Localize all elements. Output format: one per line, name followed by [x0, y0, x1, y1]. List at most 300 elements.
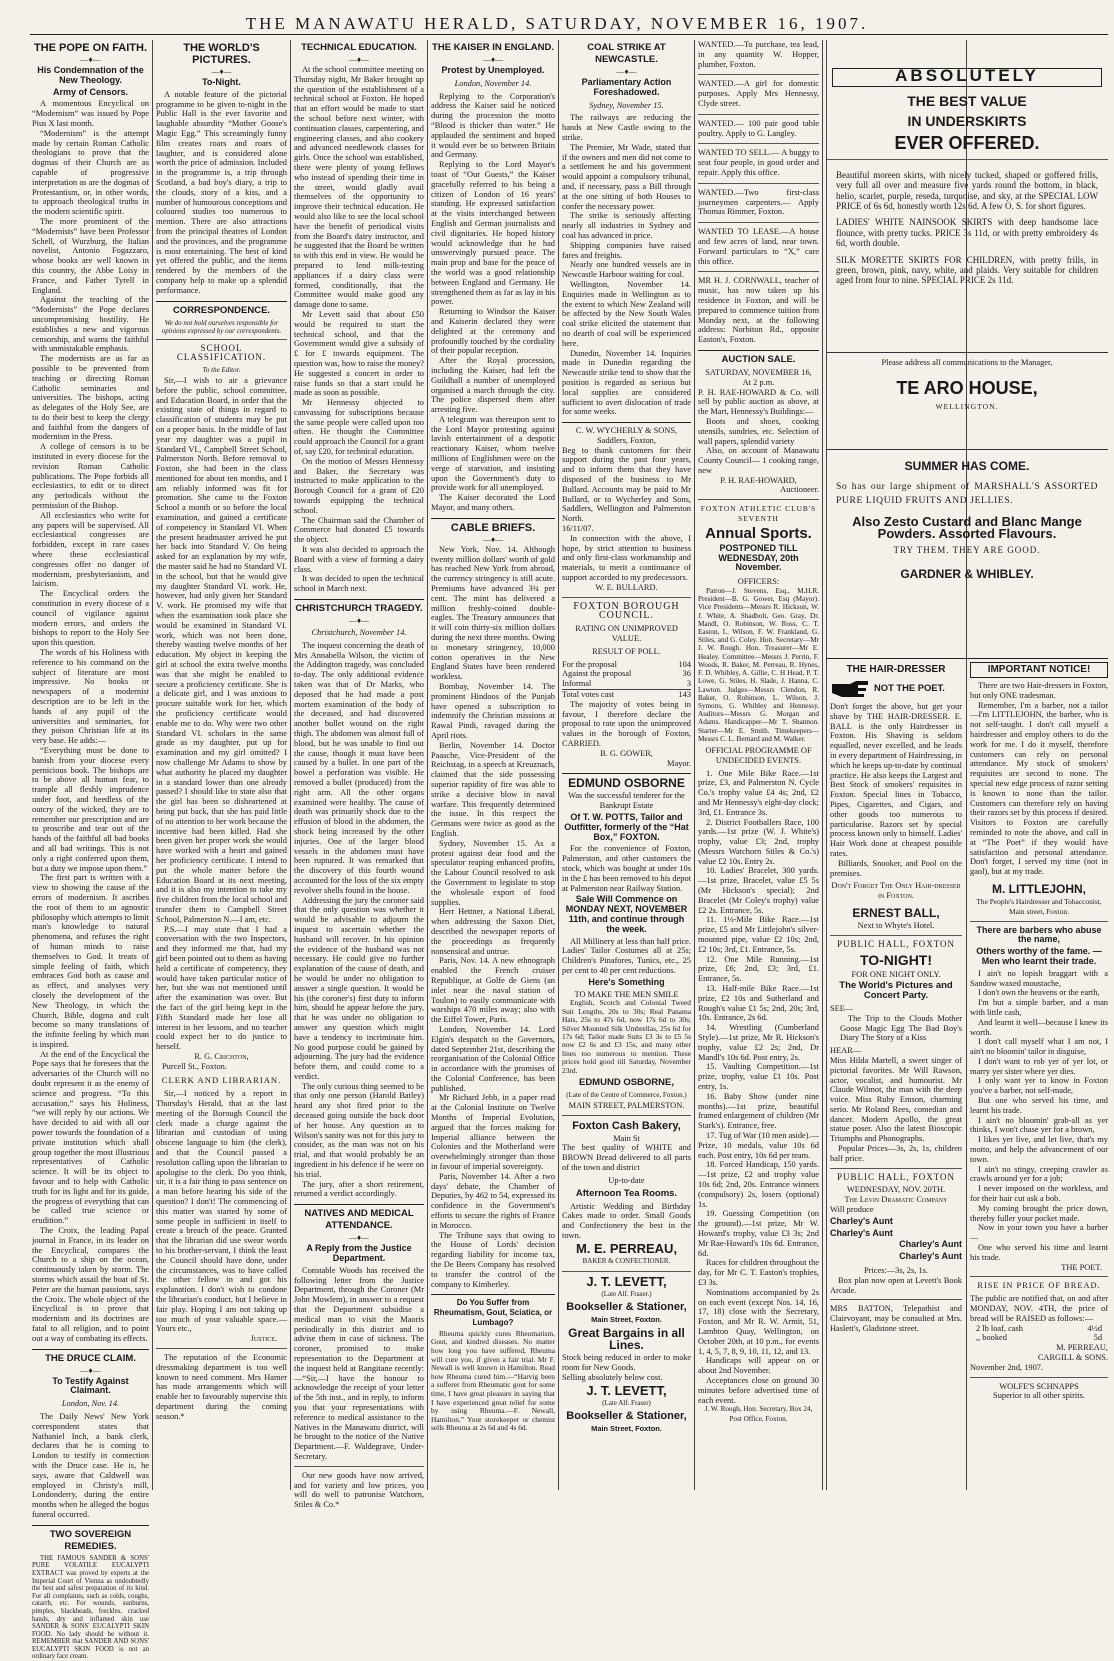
article-paragraph: Bombay, November 14. The prominent Hindoos of the Punjab have opened a subscription to indemnify the Christian missions at Rawal Pindi, ravaged during the April riots. — [431, 682, 555, 740]
summer-body: So has our large shipment of MARSHALL'S ASSORTED PURE LIQUID FRUITS AND JELLIES. — [836, 481, 1098, 506]
world-pictures-line: The World's Pictures and Concert Party. — [839, 980, 953, 1002]
poem-line: I only want yer to know in Foxton you've a barber, not self-made, — [970, 1076, 1108, 1096]
event-item: 11. 1½-Mile Bike Race.—1st prize, £5 and Mr Littlejohn's silver-mounted pipe, value £2 10s; 2nd, £2 10s; 3rd, £1. Entrance, 5s. — [698, 915, 819, 954]
wellington-line: WELLINGTON. — [935, 401, 999, 411]
event-item: 10. Ladies' Bracelet, 300 yards.—1st prize, Bracelet, value £5 5s (Mr Hickson's special); 2nd Bracelet (Mr Coley's trophy) value £2 2s. Entrance, 5s. — [698, 866, 819, 915]
poem-line: I don't own the heavens or the earth, — [978, 988, 1100, 998]
article-paragraph: The Encyclical orders the constitution in every diocese of a council of vigilance against modern errors, and orders the bishops to report to the Holy See upon this question. — [32, 589, 149, 648]
advert-text: English, Scotch and Colonial Tweed Suit Lengths, 20s to 30s; Real Panama Hats, 25s to 47s 6d, now 17s 6d to 30s; Silver Mounted Silk Umbrellas, 25s 6d for 17s 6d; Tailor made Suits £3 3s to £5 5s now £2 6s and £3 15s, and many other lines too numerous to mention. These prices hold good till Saturday, November 23rd. — [562, 998, 691, 1075]
article-paragraph: At the school committee meeting on Thursday night, Mr Baker brought up the question of the establishment of a technical school at Foxton. He hoped that an effort would be made to start the school before next winter, with continuation classes, carpentering, and engineering classes, and also cookery and advanced needlework classes for girls. Once the school was established, there were plenty of young fellows who instead of spending their time in the street, would gladly avail themselves of the opportunity to improve their technical education. He would also like to see the local school have the benefit of periodical visits from the Board's dairy instructor, and he suggested that the Board be written to with this end in view. He would be prepared to lend milk-testing appliances if a dairy class were formed, conditionally, that the Committee would make good any damage done to same. — [294, 65, 424, 310]
advert-signature: J. W. Rough, Hon. Secretary, Box 24, Post Office, Foxton. — [704, 1405, 813, 1424]
wanted-ad: WANTED.— 100 pair good table poultry. Apply to G. Langley. — [698, 118, 819, 138]
bread-label: 2 lb loaf, cash — [976, 1323, 1023, 1333]
ernest-ball-address: Next to Whyte's Hotel. — [857, 920, 935, 930]
advert-text: The majority of votes being in favour, I therefore declare the proposal to rate upon the unimproved values in the borough of Foxton, CARRIED. — [562, 699, 691, 748]
advert-text: P. H. RAE-HOWARD & Co. will sell by public auction as above, at the Mart, Hennessy's Buildings:— — [698, 387, 819, 417]
article-paragraph: The Kaiser decorated the Lord Mayor, and many others. — [431, 493, 555, 513]
cornwall-ad: MR H. J. CORNWALL, teacher of music, has now taken up his residence in Foxton, and will be prepared to commence tuition from Monday next, at the following address: Norbiton Rd., opposite Easton's, Foxton. — [698, 276, 819, 345]
advert-text: Nominations accompanied by 2s on each event (except Nos. 14, 16, 17, 18) close with the Secretary, Foxton, and Mr R. W. Armit, 51, Lambton Quay, Wellington, on October 20th, at 10 p.m., for events 1, 4, 5, 7, 8, 9, 10, 11, 12, and 13. — [698, 1287, 819, 1356]
column-divider — [558, 40, 559, 1490]
wycherly-subheadline: Saddlers, Foxton, — [597, 435, 656, 445]
column-1 — [32, 40, 149, 1661]
poll-row — [562, 689, 691, 700]
correspondence-note: We do not hold ourselves responsible for opinions expressed by our correspondents. — [161, 318, 282, 335]
summer-advert — [826, 452, 1108, 652]
bread-label: ,, booked — [976, 1333, 1007, 1343]
school-headline: SCHOOL CLASSIFICATION. — [176, 342, 267, 363]
event-item: 19. Guessing Competition (on the ground).—1st prize, Mr W. Howard's trophy, value £3 3s; 2nd Mr Rae-Howard's 10s 6d. Entrance, 6d. — [698, 1209, 819, 1258]
wanted-ad: WANTED.—A girl for domestic purposes. Apply Mrs Hennessy, Clyde street. — [698, 79, 819, 108]
prices-line: Popular Prices—3s, 2s, 1s, children half price. — [830, 1144, 962, 1163]
article-paragraph: Nearly one hundred vessels are in Newcastle Harbour waiting for coal. — [562, 260, 691, 280]
masthead-title: THE MANAWATU HERALD, SATURDAY, NOVEMBER 16, 1907. — [245, 14, 869, 33]
rule — [698, 499, 819, 500]
column-divider — [290, 40, 291, 1490]
letter-paragraph: Sir,—I wish to air a grievance before the public, school committee, and Education Board, in order that the existing state of things in regard to classification of students may be put on a proper basis. In the middle of last year my daughter was a pupil in Standard VI., Campbell Street School, Palmerston North. Before removal to Foxton, she had been in the class mentioned for about ten months, and I am reliably informed was fit for promotion. She came to the Foxton School a month or so before the local examination, and gained a certificate of competency in Standard VI. When the present headmaster arrived he put her back into Standard V. On being asked for an explanation by my wife, the master said he had no Standard VI. in the school, but that he would give my daughter Standard VI. work. He, however, had only given her Standard V. work. He promised my wife that when the examination took place she would be examined in Standard VI. work, which was not been done, thereby wasting twelve months of her education. My object in keeping the girl at school the extra twelve months was that she might be enabled to secure a proficiency certificate. She is a delicate girl, and I was anxious to procure suitable work for her, which the proficiency certificate would enable me to do. Why were two other Standard VI. scholars in the same grade as my daughter, put up for examination and my girl omitted? I now challenge Mr Adams to show by what authority he placed my daughter in a standard lower than one already passed? I should like to state also that the girl has been so disheartened at being put back, that she has paid little of no attention to her work because the incentive had been killed. Had she been given her proper work she would have worked with a heart and gained her proficiency certificate. I intend to put the whole matter before the Education Board at its next meeting, and it is also my intention to take my five children from the local school and transfer them to Campbell Street School, Palmerston N.—I am, etc. — [156, 375, 287, 924]
ernest-ball-headline: ERNEST BALL, — [852, 905, 940, 920]
rule — [562, 597, 691, 598]
article-paragraph: Constable Woods has received the following letter from the Justice Department, through the Coroner (Mr John Mowlem), in answer to a request that the Department subsidise a medical man to visit the Maoris periodically in this district and to advise them in case of sickness. The coroner, promised to make representation to the Department at the inquest held at Rangitane recently:—“Sir,—I have the honour to acknowledge the receipt of your letter of the 5th inst., and in reply, to inform you that your representations with reference to medical assistance to the Natives in the Manawatu district, will be brought to the notice of the Native Department.—F. Waldegrave, Under-Secretary. — [294, 1265, 424, 1461]
advert-signature: B. G. GOWER, — [600, 748, 653, 758]
not-poet-text: NOT THE POET. — [874, 682, 945, 694]
divider: —♦— — [80, 55, 101, 64]
advert-text: Handicaps will appear on or about 2nd November. — [698, 1356, 819, 1376]
column-7 — [830, 662, 962, 1490]
divider: —♦— — [482, 55, 504, 64]
uptodate-label: Up-to-date — [608, 1175, 645, 1185]
article-paragraph: Replying to the Corporation's address the Kaiser said he noticed during the procession the motto “Blood is thicker than water.” He applauded the sentiment and hoped it would ever be so between Britain and Germany. — [431, 91, 555, 160]
wanted-ad: WANTED.—Two first-class journeymen carpenters.— Apply Thomas Rimmer, Foxton. — [698, 187, 819, 217]
auction-headline: AUCTION SALE. — [721, 353, 796, 365]
billiards-line: Billiards, Snooker, and Pool on the premises. — [830, 858, 962, 878]
poll-label: Informal — [562, 679, 592, 689]
poem-line: One who served his time and learnt his trade. — [970, 1243, 1108, 1262]
article-paragraph: The Chairman said the Chamber of Commerce had donated £5 towards the object. — [294, 515, 424, 545]
christchurch-headline: CHRISTCHURCH TRAGEDY. — [295, 603, 423, 615]
poll-table — [562, 660, 691, 700]
advert-text: Selling absolutely below cost. — [562, 1372, 663, 1382]
bread-value: 5d — [1093, 1333, 1102, 1343]
manager-line: Please address all communications to the Manager, — [881, 358, 1053, 367]
something-headline: Here's Something — [588, 976, 665, 987]
levett-headline-2: Bookseller & Stationer, — [566, 1301, 687, 1314]
divider: —♦— — [348, 616, 370, 626]
barbers-headline: There are barbers who abuse the name, — [976, 924, 1102, 945]
article-paragraph: A telegram was thereupon sent to the Lord Mayor protesting against lavish entertainment of a despotic reactionary Kaiser, whom twelve millions of Englishmen were on the verge of starvation, and insisting upon the Government's duty to provide work for all unemployed. — [431, 414, 555, 493]
article-paragraph: Paris, November 14. After a two days' debate, the Chamber of Deputies, by 462 to 54, expressed its confidence in the Government's efforts to secure the rights of France in Morocco. — [431, 1171, 555, 1230]
column-divider — [822, 40, 823, 1490]
poll-value: 143 — [678, 690, 691, 700]
cable-headline: CABLE BRIEFS. — [450, 521, 536, 534]
auction-time: At 2 p.m. — [742, 377, 775, 387]
levett-subheadline: (Late Alf. Fraser.) — [601, 1289, 652, 1298]
levett2-headline-2: Bookseller & Stationer, — [566, 1410, 687, 1423]
event-item: 12. One Mile Running.—1st prize, £6; 2nd, £3; 3rd, £1. Entrance, 5s. — [698, 954, 819, 984]
osborne2-headline: EDMUND OSBORNE, — [578, 1076, 674, 1088]
bread-row — [970, 1324, 1108, 1334]
advert-role: Auctioneer. — [780, 485, 819, 495]
dateline: London, November 14. — [454, 78, 532, 88]
tea-headline: Afternoon Tea Rooms. — [575, 1187, 678, 1199]
article-paragraph: On the motion of Messrs Hennessy and Baker, the Secretary was instructed to make application to the Borough Council for a grant of £20 towards equipping the technical school. — [294, 456, 424, 515]
article-paragraph: The words of his Holiness with reference to his command on the subject of literature are most impressive. No books or newspapers of a modernist description are to be left in the hands of any pupil of the universities and seminaries, for they poison Christian life at its very base. He adds:— — [32, 648, 149, 746]
article-paragraph: The only curious thing seemed to be that only one person (Harold Batley) heard any shot fired prior to the deceased going outside the back door of her house. Any question as to Wilson's sanity was not for this jury to consider, as the man was not on his trial, and that would probably be an ingredient in his defence if he were on his trial. — [294, 1081, 424, 1179]
article-paragraph: Against the teaching of the “Modernists” the Pope declares uncompromising hostility. He establishes a new and vigorous censorship, and warns the faithful with unmistakable emphasis. — [32, 295, 149, 354]
column-divider — [694, 40, 695, 1490]
event-item: 18. Forced Handicap, 150 yards.—1st prize, £2 and trophy value 10s 6d; 2nd, 20s. Entrance winners (compulsory) 2s, losers (optional) 1s. — [698, 1160, 819, 1209]
column-6 — [698, 40, 819, 1488]
article-paragraph: Replying to the Lord Mayor's toast of “Our Guests,” the Kaiser gracefully referred to his being a citizen of London of 16 years' standing. He expressed satisfaction at the visits interchanged between English and German journalists and civil dignitaries. He hoped history would acknowledge that he had unswervingly pursued peace. The main prop and base for the peace of the world was a good relationship between England and Germany. He strengthened them as far as lay in his power. — [431, 160, 555, 307]
article-paragraph: The first part is written with a view to showing the cause of the errors of modernism. It ascribes the root of them to an agnostic philosophy which attempts to limit man's knowledge to natural phenomena, and refuses the right of human minds to raise themselves to God. It treats of simple feeling of faith, which embraces God both as cause and as effect, and analyses very closely the development of the New Theology, in which the Church, Bible, dogma and cult become so many translations of the infinite feeling by which man is inspired. — [32, 873, 149, 1049]
masthead-rule — [30, 34, 1108, 35]
officers-list: Patron—J. Stevens, Esq., M.H.R. President—B. G. Gower, Esq (Mayor). Vice Presidents—Messrs R. Hickson, W. J. White, A. Shadbolt, Geo. Gray, Dr. Mandl, O. Robinson, W. Ross, C. T. Easton, L. Wilson, F. W. Frankland, G. Stiles, and G. Coley. Hon. Secretary—Mr J. W. Rough. Hon. Treasurer—Mr E. Healey. Committee—Messrs J. Perrin, F. Woods, R. Baker, M. Perreau, R. Hynes, F. D. Whibley, A. Gillie, C. H Head, P. T. Lowe, G. Stiles, H. Slade, J. Hanna, C. Lawton. Judges—Messrs Clendon, R. Baker, O. Robinson, L. Wilson, J. Symons, G. Whibley and Hennessy. Auditors—Messrs G. Morgan and Adams. Handicapper—Mr T. Shannon. Starter—Mr E. Smith. Timekeepers—Messrs C. L. Bernard and M. Walker. — [698, 587, 819, 743]
perreau-headline: M. E. PERREAU, — [575, 1240, 678, 1256]
notice-paragraph: Remember, I'm a barber, not a tailor —I'm LITTLEJOHN, the barber, who is not self-taught. I don't call myself a hairdresser and employ others to do the work for me. I do it myself, therefore customers can rely on personal attendance. My stock of smokers' requisites are second to none. The special new edge process of razor setting is known to none than the tailor. Customers can therefore rely on having their razors set by this process if desired. Visitors to Foxton are carefully reminded to note the above, and call in at “The Poet” if they would have satisfaction and personal attendance. Don't forget, I served my time (not in gaol), but at my trade. — [970, 700, 1108, 877]
article-paragraph: Wellington, November 14. Enquiries made in Wellington as to the extent to which New Zealand will be affected by the New South Wales coal strike elicited the statement that no dearth of coal will be experienced here. — [562, 279, 691, 348]
article-paragraph: The Croix, the leading Papal journal in France, in its leader on the Encyclical, compares the Church to a ship on the ocean, continuously taken by storm. The storms which assail the boat of St. Peter are the human passions, says the Croix. The whole object of the Encyclical is to prove that modernism and its doctrines are fatal to all religion, and to point out a way of combating its effects. — [32, 1226, 149, 1343]
article-paragraph: Mr Hennessy objected to canvassing for subscriptions because the same people were called upon too often. He thought the Committee could approach the Council for a grant of, say £20, for technical education. — [294, 398, 424, 457]
officers-headline: OFFICERS: — [737, 577, 780, 587]
osborne2-subheadline: (Late of the Centre of Commerce, Foxton.) — [566, 1090, 687, 1099]
osborne-subheadline-2: Of T. W. POTTS, Tailor and Outfitter, formerly of the “Hat Box,” FOXTON. — [564, 811, 689, 842]
advert-text: Acceptances close on ground 30 minutes before advertised time of each event. — [698, 1375, 819, 1405]
poll-value: 36 — [682, 669, 691, 679]
rule — [562, 1115, 691, 1116]
silk-description: SILK MORETTE SKIRTS FOR CHILDREN, with pretty frills, in green, brown, pink, navy, white, and plaids. Very suitable for children aged from four to nine. SPECIAL PRICE 2s 11d. — [836, 254, 1098, 286]
charley-line: Charley's Aunt — [899, 1239, 962, 1250]
osborne-subheadline: Was the successful tenderer for the Bankrupt Estate — [568, 791, 685, 811]
section-rule — [562, 773, 691, 774]
world-pictures-subheadline: To-Night. — [202, 77, 241, 87]
event-item: 2. District Footballers Race, 100 yards.—1st prize (W. J. White's) trophy, value £3; 2nd, trophy (Messrs Watchorn Stiles & Co.'s) value £2 10s. Entry 2s. — [698, 817, 819, 866]
advert-text: The best quality of WHITE and BROWN Bread delivered to all parts of the town and district — [562, 1143, 691, 1172]
technical-headline: TECHNICAL EDUCATION. — [301, 42, 417, 53]
nainsook-description: LADIES' WHITE NAINSOOK SKIRTS with deep handsome lace flounce, with pretty tucks. PRICE 3s 11d, or with pretty embroidery 4s 6d, worth double. — [836, 217, 1098, 249]
section-rule — [431, 1294, 555, 1295]
article-paragraph: The modernists are as far as possible to be prevented from teaching or directing Roman Catholic seminaries and universities. The bishops, acting as delegates of the Holy See, are to do their best to keep the clergy and faithful from the dangers of modernism in the Press. — [32, 354, 149, 442]
divider: —♦— — [616, 67, 637, 76]
rule — [970, 1276, 1108, 1277]
bread-headline: RISE IN PRICE OF BREAD. — [977, 1281, 1101, 1291]
article-paragraph: Returning to Windsor the Kaiser and Kaiserin declared they were delighted at the ceremony and profoundly touched by the cordiality of their popular reception. — [431, 307, 555, 356]
article-paragraph: A college of censors is to be instituted in every diocese for the revision Roman Catholic publications. The Pope forbids all ecclesiastics, to edit or to direct any periodicals without the permission of the Bishop. — [32, 442, 149, 511]
advert-text: All Millinery at less than half price. Ladies' Tailor Costumes all at 25s; Children's Pinafores, Tunics, etc., 25 per cent to 40 per cent reductions. — [562, 936, 691, 975]
custard-headline: Also Zesto Custard and Blanc Mange Powders. Assorted Flavours. — [852, 514, 1082, 541]
coal-subheadline: Parliamentary Action Foreshadowed. — [581, 77, 672, 97]
event-item: 13. Half-mile Bike Race.—1st prize, £2 10s and Sutherland and Rough's value £1 5s; 2nd, 20s; 3rd, 10s. Entrance, 2s 6d. — [698, 984, 819, 1023]
rule — [830, 935, 962, 936]
underskirts-text: IN UNDERSKIRTS — [907, 112, 1027, 129]
will-produce-line: Will produce — [830, 1205, 874, 1215]
see-items: The Trip to the Clouds Mother Goose Magic Egg The Bad Boy's Diary The Story of a Kiss — [840, 1013, 962, 1043]
see-label: SEE— — [830, 1003, 854, 1013]
article-paragraph: A notable feature of the pictorial programme to be given to-night in the Public Hall is the ever favorite and laughable absurdity “Mother Goose's Magic Egg.” This screamingly funny film creates roars and roars of laughter, and is considered alone worth the price of admission. Included in the programme is, a trip through Scotland, a bad boy's diary, a trip to the clouds, story of a kiss, and a number of humourous conceptions and coloured studies too numerous to mention. There are also attractions from the principal theatres of London and the provinces, and the programme is most entertaining. The best of kind yet offered the public, and the items rendered by the members of the company help to make up a splendid performance. — [156, 89, 287, 295]
article-paragraph: The inquest concerning the death of Mrs Annabella Wilson, the victim of the Addington tragedy, was concluded to-day. The only additional evidence taken was that of Dr Marks, who deposed that he had made a post mortem examination of the body of the deceased, and had discovered another bullet wound on the right thigh. The abdomen was almost full of blood, but he was unable to find out the cause, though it must have been caused by a bullet. In one part of the bowel a perforation was visible. He removed a bullet (produced) from the right arm. All the other organs examined were healthy. The cause of death was primarily shock due to the effusion of blood in the abdomen, the shock being increased by the other injuries. One of the larger blood vessels in the abdomen must have been ruptured. It was remarked that the discovery of this fourth wound accounted for the loss of the six empty revolver shells found in the house. — [294, 640, 424, 895]
charley-line: Charley's Aunt — [899, 1251, 962, 1262]
tonight-headline: TO-NIGHT! — [859, 951, 933, 968]
poll-label: For the proposal — [562, 659, 617, 669]
advert-text: For the convenience of Foxton, Palmerston, and other customers the stock, which was bought at under 10s in the £ has been removed to his depot at Palmerston near Railway Station. — [562, 844, 691, 893]
advert-paragraph: Our new goods have now arrived, and for variety and low prices, you will do well to patronise Watchorn, Stiles & Co.* — [294, 1470, 424, 1510]
advert-text: Rheuma quickly cures Rheumatism, Gout, and kindred diseases. No matter how long you have suffered, Rheuma will cure you, if given a fair trial. Mr F. Newall is well known in Hamilton. Read how Rheuma cured him.—“Harvig been a sufferer from Rheumatic gout for some time, I have great pleasure in saying that I have experienced great relief for some by using Rheuma.—F. Newall, Hamilton.” Your storekeeper or chemist sells Rheuma at 2s 6d and 4s 6d. — [431, 1328, 555, 1433]
notice-headline: IMPORTANT NOTICE! — [987, 664, 1091, 675]
poem-line: I ain't no bloomin' grab-all as yer thinks, I won't chase yer for a brown, — [970, 1115, 1108, 1135]
article-paragraph: The strike is seriously affecting nearly all industries in Sydney and coal has advanced in price. — [562, 211, 691, 240]
osborne2-address: MAIN STREET, PALMERSTON. — [568, 1100, 685, 1110]
article-paragraph: At the end of the Encyclical the Pope says that he foresees that the adversaries of the Church will no doubt represent it as the enemy of science and progress. “To this accusation,” says his Holiness, “we will reply by our actions. We have decided to aid with all our power towards the foundation of a private institution which shall group together the most illustrious representatives of Catholic science. It will be its object to favour and to help with Catholic truth for its light and for its guide, the progress of everything that can be called true science or erudition.” — [32, 1049, 149, 1226]
article-paragraph: The jury, after a short retirement, returned a verdict accordingly. — [294, 1179, 424, 1199]
poll-label: Against the proposal — [562, 669, 632, 679]
world-pictures-headline: THE WORLD'S PICTURES. — [183, 42, 260, 66]
rule — [698, 183, 819, 184]
schnapps-subheadline: Superior to all other spirits. — [993, 1391, 1085, 1401]
sovereign-headline: TWO SOVEREIGN REMEDIES. — [49, 1528, 132, 1552]
rule — [970, 921, 1108, 922]
box-plan-line: Box plan now open at Levett's Book Arcade. — [830, 1275, 962, 1295]
letter-paragraph: Sir,—I noticed by a report in Thursday's Herald, that at the last meeting of the Borough Council the clerk made a charge against the librarian and custodian of using obscene language to him (the clerk), and that the Council passed a resolution calling upon the librarian to apologise to the clerk. Do you think, sir, it is a fair thing to pass sentence on a man before hearing his side of the question? I don't! The commencing of this matter was started by some of some people in sufficient in itself to create a breach of the peace. Granted that the librarian did use swear words to his brother-servant, I think the least the Council should have done, under the circumstances, was to have called the other fellow in and got his explanation. I don't wish to condone the librarian's conduct, but I believe in fair play. Hoping I am not taking up too much of your valuable space.—Yours etc., — [156, 1089, 287, 1334]
to-editor: To the Editor. — [202, 366, 241, 375]
levin-line: The Levin Dramatic Company — [844, 1195, 948, 1205]
article-paragraph: Mr Richard Jebb, in a paper read at the Colonial Institute on Twelve Months of Imperial Evolution, argued that the forces making for Imperial alliance between the Colonies and the Motherland were overwhelmingly stronger than those in favour of imperial sovereignty. — [431, 1093, 555, 1172]
article-paragraph: New York, Nov. 14. Although twenty million dollars' worth of gold has reached New York from abroad, the currency stringency is still acute. Premiums have advanced 3¾ per cent. The mint has delivered a million freshly-coined double-eagles. The Treasury announces that it will coin thirty-six million dollars during the next three months. Owing to monetary stringency, 10,000 cotton operatives in the New England States have been rendered workless. — [431, 544, 555, 682]
bread-row — [970, 1333, 1108, 1343]
article-paragraph: The Premier, Mr Wade, stated that if the owners and men did not come to a settlement he and his government would appoint a compulsory tribunal, and, if necessary, pass a Bill through at the one sitting of both Houses to confer the necessary power. — [562, 142, 691, 211]
article-paragraph: Berlin, November 14. Doctor Paasche, Vice-President of the Reichstag, in a speech at Kreuznach, claimed that the side possessing superior rapidity of fire was able to strike a decisive blow in naval warfare. This frequently determined the issue. In this respect the Germans were twice as good as the English. — [431, 740, 555, 838]
batten-ad: MRS BATTON, Telepathist and Clairvoyant, may be consulted at Mrs. Haslett's, Gladstone street. — [830, 1304, 962, 1334]
bread-body: The public are notified that, on and after MONDAY, NOV. 4TH, the price of bread will be RAISED as follows:— — [970, 1294, 1108, 1323]
auction-date: SATURDAY, NOVEMBER 16, — [705, 367, 812, 377]
rule — [970, 1377, 1108, 1378]
sports-headline: Annual Sports. — [705, 524, 812, 542]
divider: —♦— — [482, 534, 504, 544]
section-rule — [294, 1204, 424, 1205]
hear-label: HEAR— — [830, 1046, 862, 1056]
skirt-description: Beautiful moreen skirts, with nicely tucked, shaped or goffered frills, very full all over and measure five yards round the bottom, in black, helio, scarlet, purple, reseda, turquoise, and sky, at the SPECIAL LOW PRICE of 6s 6d, honestly worth 12s 6d. A few O. S. for short figures. — [836, 169, 1098, 212]
section-rule — [698, 350, 819, 351]
try-them-line: TRY THEM. THEY ARE GOOD. — [893, 545, 1041, 555]
wycherly-headline: C. W. WYCHERLY & SONS, — [575, 426, 678, 436]
bakery-subheadline: Main St — [613, 1133, 640, 1143]
article-paragraph: London, November 14. Lord Elgin's despatch to the Governors, dated September 21st, describing the reorganisation of the Colonial Office in accordance with the promises of the Colonial Conference, has been published. — [431, 1024, 555, 1093]
letter-paragraph: P.S.—I may state that I had a conversation with the two Inspectors, and they informed me that, had my girl been pointed out to them as having held a certificate of competency, they would have taken particular notice of her, but she was not mentioned until after the examination was over. But the fact of the girl being kept in the Fifth Standard made her lose all interest in her lessons, and no teacher could expect her to do justice to herself. — [156, 924, 287, 1052]
sale-headline: Sale Will Commence on MONDAY NEXT, NOVEMBER 11th, and continue through the week. — [565, 894, 688, 934]
notice-box — [970, 662, 1108, 678]
kaiser-headline: THE KAISER IN ENGLAND. — [432, 42, 554, 53]
hall-headline: PUBLIC HALL, FOXTON — [836, 938, 956, 949]
article-paragraph: Addressing the jury the coroner said that the only question was whether it would be advisable to adjourn the inquest to ascertain whether the husband will recover. In his opinion the evidence of the husband was not necessary. He could give no further explanation of the cause of death, and he would be under no obligation to answer a single question. It would be his (the coroner's) first duty to inform him, should he appear before the jury, that he was under no obligation to answer any question which might have a tendency to incriminate him. No good purpose could be gained by adjourning. The jury had the evidence before them, and could come to a verdict. — [294, 895, 424, 1081]
advert-text: Also, on account of Manawatu County Council— 1 cooking range, new — [698, 446, 819, 475]
section-rule — [826, 658, 1108, 659]
article-paragraph: The Daily News' New York correspondent states that Nathaniel Inch, a bank clerk, declares that he is coming to London to testify in connection with the Druce case. He is, he says, aware that Caldwell was employed in Christy's mill, Londonderry, during the entire months when he alleged the bogus funeral occurred. — [32, 1411, 149, 1519]
rule — [156, 1348, 287, 1349]
gardner-headline: GARDNER & WHIBLEY. — [900, 566, 1034, 581]
advert-signature: W. E. BULLARD. — [595, 582, 658, 592]
advert-text: Artistic Wedding and Birthday Cakes made to order. Small Goods and Confectionery the best in the town. — [562, 1201, 691, 1240]
natives-headline: NATIVES AND MEDICAL ATTENDANCE. — [304, 1208, 414, 1232]
advert-text: Beg to thank customers for their support during the past four years, and to inform them that they have disposed of the business to Mr Bullard. Accounts may be paid to Mr Bullard, or to Wycherley and Sons, Saddlers, Wellington and Palmerston North. — [562, 445, 691, 524]
advert-paragraph: The reputation of the Economic dressmaking department is too well known to need comment. Mrs Hamer has made arrangements which will enable her to favourably supervise this department during the coming season.* — [156, 1353, 287, 1421]
section-rule — [294, 599, 424, 600]
bread-signature: M. PERREAU, — [1056, 1343, 1108, 1353]
poem-line: I don't call myself what I am not, I ain't no bloomin' tailor in disguise, — [970, 1037, 1108, 1057]
article-paragraph: “Modernism” is the attempt made by certain Roman Catholic theologians to prove that the dogmas of their Church are as capable of progressive interpretation as are the dogmas of Protestantism, or, in other words, to approach theological truths in the modern scientific spirit. — [32, 128, 149, 217]
divider: —♦— — [348, 55, 370, 64]
dont-forget-line: Don't Forget The Only Hair-dresser in Foxton. — [831, 881, 961, 901]
correspondence-headline: CORRESPONDENCE. — [172, 304, 271, 316]
bargains-headline: Great Bargains in all Lines. — [568, 1326, 685, 1353]
rule — [698, 114, 819, 115]
clerk-headline: CLERK AND LIBRARIAN. — [161, 1074, 282, 1085]
bread-signature: CARGILL & SONS. — [1037, 1353, 1108, 1362]
absolutely-box — [832, 68, 1102, 87]
section-rule — [32, 1349, 149, 1350]
event-item: 1. One Mile Bike Race.—1st prize, £3, and Palmerston N. Cycle Co.'s trophy value £4 4s; 2nd, £2 and Mr Hennessy's eight-day clock; 3rd, £1. Entrance 3s. — [698, 768, 819, 817]
advert-text: THE FAMOUS SANDER & SONS' PURE VOLATILE EUCALYPTI EXTRACT was proved by experts at the Imperial Court of Vienna as undoubtedly the best and safest preparation of its kind. For all complaints, such as colds, coughs, catarrh, etc. For wounds, sunburns, pimples, blackheads, freckles, cracked hands, dry and inflamed skin use SANDER & SONS' EUCALYPTI SKIN FOOD. No lady should be without it. REMEMBER that SANDER AND SONS' EUCALYPTI SKIN FOOD is not an ordinary face cream. — [32, 1554, 149, 1661]
council-result: RESULT OF POLL. — [592, 646, 661, 656]
column-divider — [826, 40, 827, 1490]
rule — [698, 222, 819, 223]
pope-headline: THE POPE ON FAITH. — [33, 42, 148, 54]
divider: —♦— — [80, 1365, 101, 1375]
poem-line: But one who served his time, and learnt his trade. — [970, 1096, 1108, 1115]
article-paragraph: Mr Levett said that about £50 would be required to start the technical school, and that the Government would give a subsidy of £ for £ towards equipment. The question was, how to raise the money? He suggested a concert in order to raise funds so that a start could be made as soon as possible. — [294, 309, 424, 398]
something-subheadline: TO MAKE THE MEN SMILE — [574, 989, 679, 999]
advert-text: In connection with the above, I hope, by strict attention to business and only first-class workmanship and materials, to merit a continuance of support accorded to my predecessors. — [562, 533, 691, 583]
poem-line: And learnt it well—because I knew its worth. — [970, 1017, 1108, 1037]
article-paragraph: Dunedin, November 14. Inquiries made in Dunedin regarding the Newcastle strike tend to show that the position is regarded as serious but local supplies are considered sufficient to avert dislocation of trade for some weeks. — [562, 348, 691, 417]
column-5 — [562, 40, 691, 1488]
perreau-subheadline: BAKER & CONFECTIONER. — [582, 1256, 671, 1265]
advert-text: Stock being reduced in order to make room for New Goods. — [562, 1353, 691, 1372]
masthead — [0, 0, 1114, 34]
ever-offered-text: EVER OFFERED. — [894, 132, 1040, 153]
poem-line: I'm but a simple barber, and a man with little cash, — [970, 998, 1108, 1017]
barbers-headline-2: Others worthy of the fame. —Men who learnt their trade. — [976, 946, 1102, 966]
advert-text: Boots and shoes, cooking utensils, sundries, etc. Selection of wall papers, splendid variety — [698, 416, 819, 446]
rule — [562, 1271, 691, 1272]
dateline: Sydney, November 15. — [589, 100, 664, 110]
council-subheadline: RATING ON UNIMPROVED VALUE. — [575, 624, 678, 644]
coal-headline: COAL STRIKE AT NEWCASTLE. — [587, 42, 666, 65]
best-value-text: THE BEST VALUE — [907, 92, 1027, 109]
levett-address: Main Street, Foxton. — [591, 1315, 662, 1325]
article-paragraph: Herr Hettner, a National Liberal, when addressing the Saxon Diet, described the newspaper reports of the proceedings as frequently nonsensical and untrue. — [431, 907, 555, 956]
poll-label: Total votes cast — [562, 690, 614, 700]
column-divider — [427, 40, 428, 1490]
poem-line: I never imposed on the workless, and for their hair cut ask a bob. — [970, 1184, 1108, 1204]
column-divider — [152, 40, 153, 1490]
pope-subheadline: His Condemnation of the New Theology. — [37, 65, 144, 85]
prices2-line: Prices:—3s, 2s, 1s. — [864, 1266, 928, 1276]
natives-subheadline: A Reply from the Justice Department. — [306, 1243, 412, 1264]
article-paragraph: The more prominent of the “Modernists” have been Professor Schell, of Wurzburg, the Italian novelist, Antonio Fogazzaro, whose books are well known in this country, the Abbe Loisy in France, and Father Tyrell in England. — [32, 216, 149, 295]
rule — [830, 1168, 962, 1169]
article-paragraph: After the Royal procession, including the Kaiser, had left the Guildhall a number of unemployed organised a march through the city. The police dispersed them after arresting five. — [431, 356, 555, 415]
column-8 — [970, 662, 1108, 1490]
charley-line: Charley's Aunt — [830, 1227, 893, 1238]
poll-row — [562, 669, 691, 679]
osborne-headline: EDMUND OSBORNE — [568, 776, 685, 791]
levett2-subheadline: (Late Alf. Fraser) — [602, 1398, 651, 1407]
programme-headline: OFFICIAL PROGRAMME OF UNDECIDED EVENTS. — [705, 745, 812, 765]
notice-paragraph: There are two Hair-dressers in Foxton, but only ONE tradesman. — [970, 681, 1108, 700]
letter-address: Purcell St., Foxton. — [162, 1061, 227, 1071]
poem-line: My coming brought the price down, thereby fuller your pocket made. — [970, 1203, 1108, 1223]
te-aro-headline: TE ARO HOUSE, — [896, 377, 1038, 398]
column-3 — [294, 40, 424, 1510]
rule — [294, 1466, 424, 1467]
article-paragraph: Shipping companies have raised fares and freights. — [562, 240, 691, 260]
poll-row — [562, 679, 691, 689]
charley-line: Charley's Aunt — [830, 1215, 893, 1226]
postponed-notice: POSTPONED TILL WEDNESDAY, 20th November. — [718, 542, 799, 573]
pope-subheadline-2: Army of Censors. — [52, 86, 129, 97]
divider: —♦— — [211, 67, 232, 76]
poem-line: I ain't no stingy, creeping crawler as crawls around yer for a job; — [970, 1164, 1108, 1184]
letter-signature: R. G. Crichton, — [194, 1051, 249, 1061]
article-paragraph: It was decided to open the technical school in March next. — [294, 574, 424, 594]
bread-date: November 2nd, 1907. — [970, 1362, 1044, 1372]
bakery-headline: Foxton Cash Bakery, — [572, 1119, 681, 1132]
bread-value: 4½d — [1087, 1323, 1102, 1333]
wanted-ad: WANTED.—To purchase, tea lead, in any quantity W. Hopper, plumber, Foxton. — [698, 40, 819, 69]
levett2-headline: J. T. LEVETT, — [586, 1382, 667, 1398]
article-paragraph: Sydney, November 15. As a protest against dear food and the speculator reaping enhanced profits, the Labour Council resolved to ask the Government to legislate to stop the wholesale export of food supplies. — [431, 838, 555, 907]
pointing-hand-icon — [830, 678, 870, 698]
wanted-ad: WANTED TO LEASE.—A house and few acres of land, near town. Forward particulars to “X,” care this office. — [698, 227, 819, 266]
hairdresser-body: Don't forget the above, but get your shave by THE HAIR-DRESSER. E. BALL is the only Hairdresser in Foxton. His Shaving is seldom equalled, never excelled, and he leads in every department of Hairdressing, in which he keeps up-to-date by continual practice. He also keeps the Largest and Best Stock of smokers' requisites in Foxton. Special lines in Tobacco, Pipes, Cigarettes, and Cigars, and other goods too numerous to particularise. Razors set by special process known only to himself. Ladies' Hair Work done at cheapest possible rates. — [830, 702, 962, 858]
article-paragraph: It was also decided to approach the Board with a view of forming a dairy class. — [294, 545, 424, 574]
event-item: 16. Baby Show (under nine months).—1st prize, beautiful framed enlargement of children (Mr Stark's). Entrance, free. — [698, 1091, 819, 1131]
event-item: 15. Vaulting Competition.—1st prize, trophy, value £1 10s. Post entry, 1s. — [698, 1062, 819, 1092]
rule — [698, 74, 819, 75]
levett-headline: J. T. LEVETT, — [586, 1273, 667, 1289]
advert-text: Races for children throughout the day, for Mr C. T. Easton's trophies, £3 3s. — [698, 1258, 819, 1287]
article-paragraph: The Tribune says that owing to the House of Lords' decision regarding liability for income tax, the De Beers Company has resolved to transfer the control of the company to Kimberley. — [431, 1230, 555, 1289]
rule — [826, 159, 1108, 160]
rheuma-headline: Do You Suffer from Rheumatism, Gout, Sciatica, or Lumbago? — [433, 1298, 553, 1328]
advert-date: 16/11/07. — [562, 524, 594, 534]
kaiser-subheadline: Protest by Unemployed. — [441, 65, 545, 75]
rule — [698, 143, 819, 144]
poll-value: 3 — [686, 679, 691, 689]
event-item: 17. Tug of War (10 men aside).—Prize, 10 medals, value 10s 6d each. Post entry, 10s 6d per team. — [698, 1131, 819, 1160]
advert-role: Mayor. — [667, 758, 691, 768]
section-rule — [32, 1525, 149, 1526]
not-poet-row — [830, 678, 962, 698]
underskirts-advert — [826, 40, 1108, 350]
rule — [830, 1299, 962, 1300]
column-2 — [156, 40, 287, 1488]
poll-value: 104 — [678, 659, 691, 669]
te-aro-advert — [826, 352, 1108, 450]
council-headline: FOXTON BOROUGH COUNCIL. — [573, 600, 680, 622]
littlejohn-subheadline: The People's Hairdresser and Tobacconist, Main street, Foxton. — [976, 896, 1102, 916]
dateline: Christchurch, November 14. — [311, 628, 407, 638]
levett2-address: Main Street, Foxton. — [591, 1424, 662, 1434]
event-item: 14. Wrestling (Cumberland Style).—1st prize, Mr R. Hickson's trophy, value £2 2s; 2nd, Dr Mandl's 10s 6d. Post entry, 2s. — [698, 1023, 819, 1062]
wanted-ad: WANTED TO SELL.— A buggy to seat four people, in good order and repair. Apply this office. — [698, 148, 819, 177]
rule — [156, 339, 287, 340]
poem-line: I likes yer live, and let live, that's my motto, and help the advancement of our town. — [970, 1135, 1108, 1164]
hall2-headline: PUBLIC HALL, FOXTON — [836, 1171, 956, 1182]
section-rule — [562, 422, 691, 423]
article-paragraph: Paris, Nov. 14. A new ethnograph enabled the French cruiser Republique, at Golfe de Giens (an inlet near the naval station of Toulon) to easily communicate with warships 470 miles away; also with the Eiffel Tower, Paris. — [431, 956, 555, 1025]
schnapps-headline: WOLFE'S SCHNAPPS — [999, 1381, 1079, 1391]
summer-headline: SUMMER HAS COME. — [904, 459, 1030, 473]
littlejohn-headline: M. LITTLEJOHN, — [992, 881, 1086, 896]
rule — [698, 271, 819, 272]
